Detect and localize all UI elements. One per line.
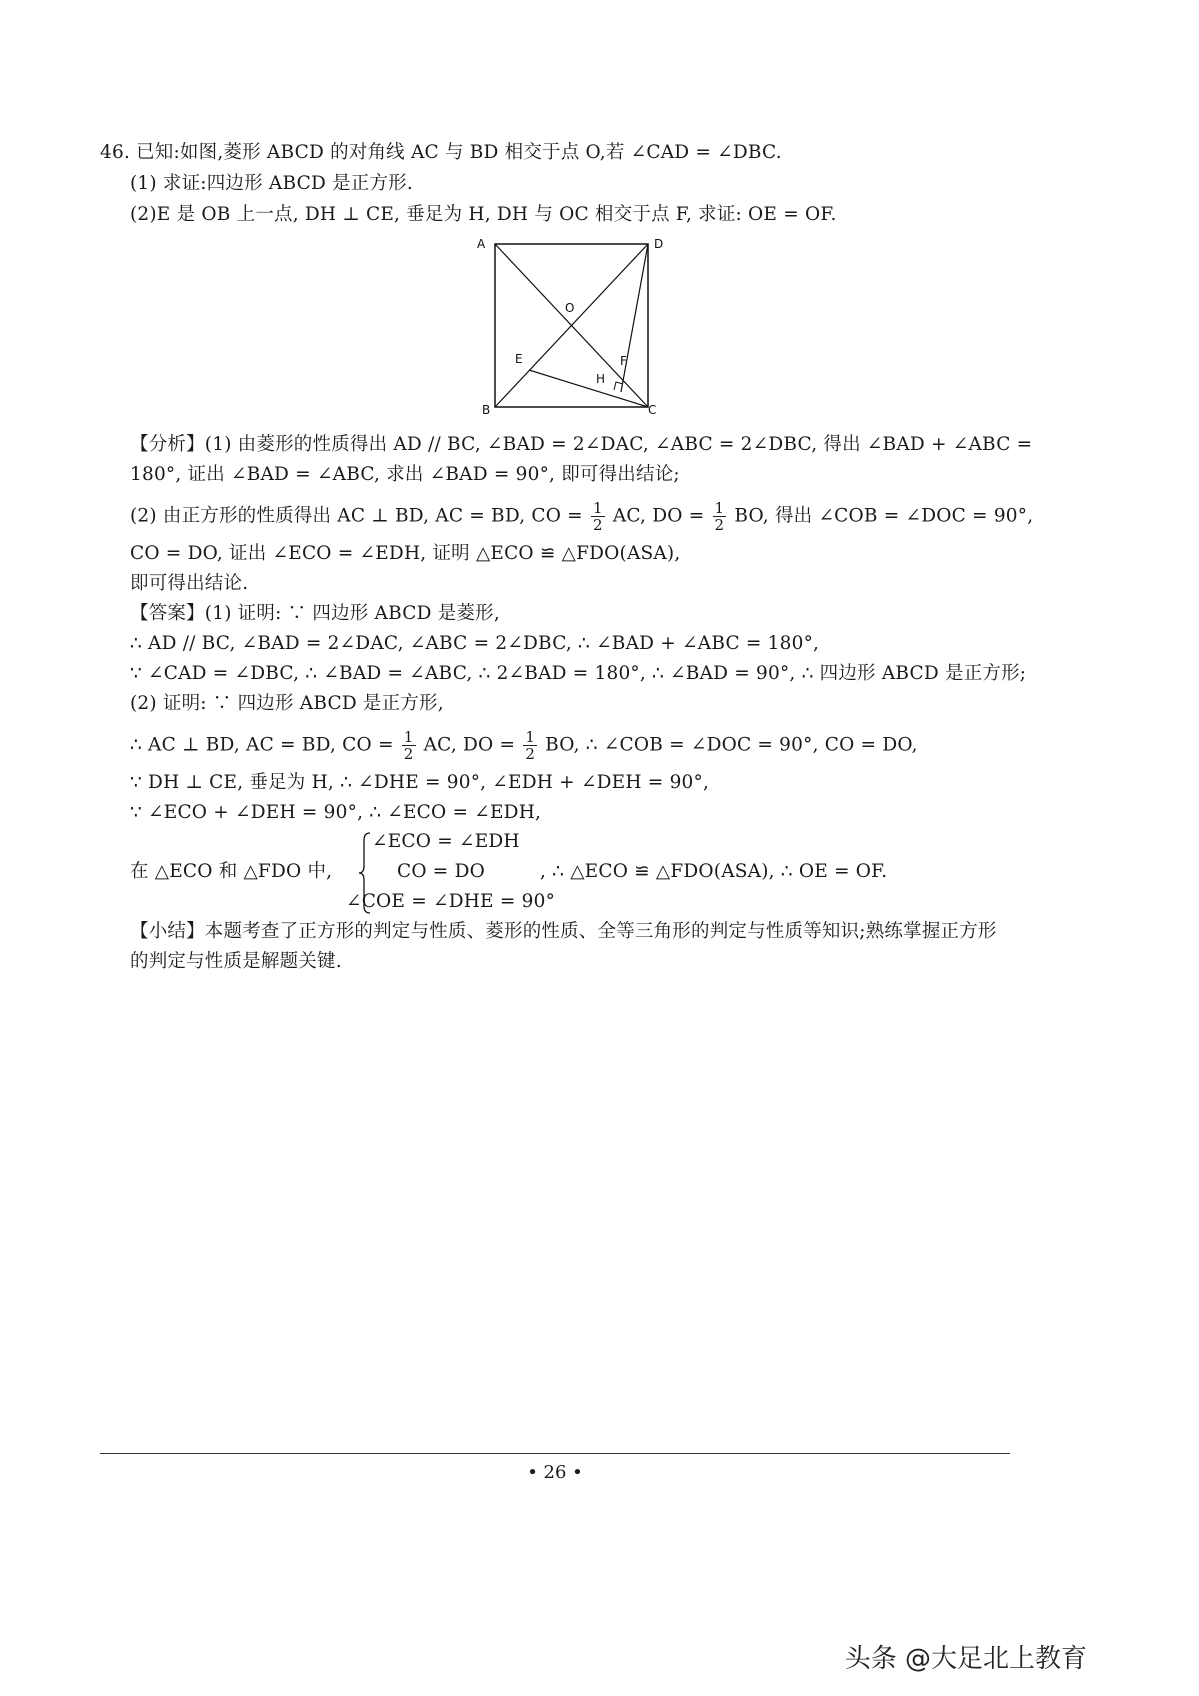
fraction-half: $\frac{1}{2}$ (403, 728, 414, 763)
label-f: F (620, 354, 627, 368)
system-prefix: 在 △ECO 和 △FDO 中, (130, 861, 333, 882)
question-part-2: (2)E 是 OB 上一点, DH ⊥ CE, 垂足为 H, DH 与 OC 相交于点 F, 求证: OE = OF. (130, 204, 837, 225)
geometry-figure (470, 232, 670, 418)
analysis-line-4: CO = DO, 证出 ∠ECO = ∠EDH, 证明 △ECO ≌ △FDO(ASA), (130, 543, 681, 564)
segment-dh (621, 244, 648, 392)
answer-line-4: (2) 证明: ∵ 四边形 ABCD 是正方形, (130, 693, 444, 714)
question-part-1: (1) 求证:四边形 ABCD 是正方形. (130, 173, 413, 194)
analysis-line-5: 即可得出结论. (130, 573, 249, 594)
label-a: A (477, 237, 486, 251)
answer-line-2: ∴ AD // BC, ∠BAD = 2∠DAC, ∠ABC = 2∠DBC, ∴ ∠BAD + ∠ABC = 180°, (130, 633, 820, 654)
system-equation-1: ∠ECO = ∠EDH (372, 831, 520, 852)
system-equation-3: ∠COE = ∠DHE = 90° (346, 891, 556, 912)
answer-line-1: 【答案】(1) 证明: ∵ 四边形 ABCD 是菱形, (130, 603, 500, 624)
analysis-line-3: (2) 由正方形的性质得出 AC ⊥ BD, AC = BD, CO = $\frac{1}{2}$ AC, DO = $\frac{1}{2}$ BO, 得出 ∠COB = ∠DOC = 90°, (130, 499, 1034, 534)
label-e: E (515, 352, 523, 366)
fraction-half: $\frac{1}{2}$ (592, 499, 603, 534)
footer-divider (100, 1453, 1010, 1454)
answer-line-6: ∵ DH ⊥ CE, 垂足为 H, ∴ ∠DHE = 90°, ∠EDH + ∠DEH = 90°, (130, 772, 710, 793)
analysis-line-2: 180°, 证出 ∠BAD = ∠ABC, 求出 ∠BAD = 90°, 即可得出结论; (130, 464, 680, 485)
page-number: • 26 • (527, 1462, 583, 1483)
label-h: H (596, 372, 606, 386)
answer-line-5: ∴ AC ⊥ BD, AC = BD, CO = $\frac{1}{2}$ AC, DO = $\frac{1}{2}$ BO, ∴ ∠COB = ∠DOC = 90°, CO = DO, (130, 728, 918, 763)
watermark: 头条 @大足北上教育 (844, 1644, 1087, 1674)
label-o: O (565, 301, 575, 315)
answer-line-3: ∵ ∠CAD = ∠DBC, ∴ ∠BAD = ∠ABC, ∴ 2∠BAD = 180°, ∴ ∠BAD = 90°, ∴ 四边形 ABCD 是正方形; (130, 663, 1027, 684)
label-c: C (648, 403, 657, 417)
fraction-half: $\frac{1}{2}$ (714, 499, 725, 534)
answer-line-7: ∵ ∠ECO + ∠DEH = 90°, ∴ ∠ECO = ∠EDH, (130, 802, 542, 823)
fraction-half: $\frac{1}{2}$ (525, 728, 536, 763)
label-b: B (482, 403, 491, 417)
question-line: 46. 已知:如图,菱形 ABCD 的对角线 AC 与 BD 相交于点 O,若 ∠CAD = ∠DBC. (100, 142, 782, 163)
summary-line-1: 【小结】本题考查了正方形的判定与性质、菱形的性质、全等三角形的判定与性质等知识;熟练掌握正方形 (130, 921, 997, 942)
system-equation-2: CO = DO (397, 861, 485, 882)
summary-line-2: 的判定与性质是解题关键. (130, 951, 342, 972)
system-conclusion: , ∴ △ECO ≌ △FDO(ASA), ∴ OE = OF. (540, 861, 888, 882)
analysis-line-1: 【分析】(1) 由菱形的性质得出 AD // BC, ∠BAD = 2∠DAC, ∠ABC = 2∠DBC, 得出 ∠BAD + ∠ABC = (130, 434, 1033, 455)
label-d: D (654, 237, 664, 251)
